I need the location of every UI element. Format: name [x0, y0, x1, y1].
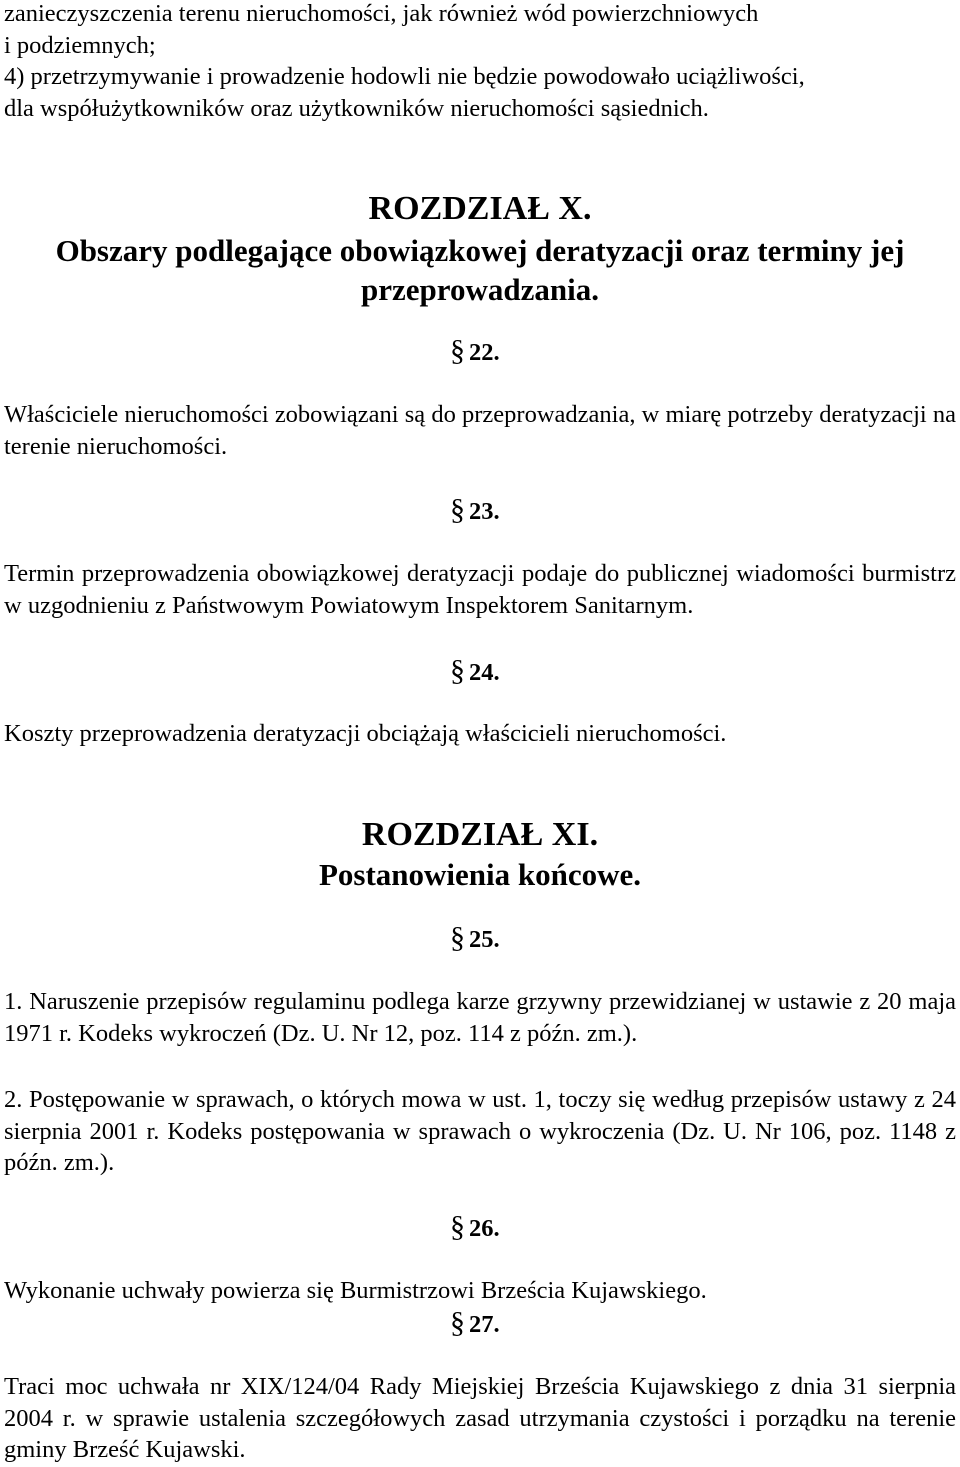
continuation-text [4, 0, 956, 124]
section-27-number: 27. [469, 1311, 500, 1338]
section-25-heading [450, 922, 500, 956]
chapter-xi-subtitle: Postanowienia końcowe. [318, 857, 642, 892]
section-27-heading [450, 1307, 500, 1341]
section-23-heading [450, 494, 500, 528]
chapter-xi-title: ROZDZIAŁ XI. [361, 816, 599, 853]
section-sign-icon: § [450, 1306, 465, 1339]
section-26-heading [450, 1211, 500, 1245]
chapter-x-subtitle-line-1: Obszary podlegające obowiązkowej deratyzacji oraz terminy jej [55, 233, 905, 268]
section-22-heading [450, 335, 500, 369]
section-23-text: Termin przeprowadzenia obowiązkowej deratyzacji podaje do publicznej wiadomości burmistrz w uzgodnieniu z Państwowym Powiatowym Inspektorem Sanitarnym. [4, 560, 956, 619]
section-24-text: Koszty przeprowadzenia deratyzacji obciążają właścicieli nieruchomości. [4, 720, 727, 747]
section-25-paragraph-1: 1. Naruszenie przepisów regulaminu podlega karze grzywny przewidzianej w ustawie z 20 maja 1971 r. Kodeks wykroczeń (Dz. U. Nr 12, poz. 114 z późn. zm.). [4, 988, 956, 1047]
continuation-line-3: 4) przetrzymywanie i prowadzenie hodowli nie będzie powodowało uciążliwości, [4, 63, 805, 90]
section-sign-icon: § [450, 921, 465, 954]
section-27-text: Traci moc uchwała nr XIX/124/04 Rady Miejskiej Brześcia Kujawskiego z dnia 31 sierpnia 2004 r. w sprawie ustalenia szczegółowych zasad utrzymania czystości i porządku na terenie gminy Brześć Kujawski. [4, 1373, 956, 1463]
section-23-number: 23. [469, 498, 500, 525]
section-22-number: 22. [469, 339, 500, 366]
section-sign-icon: § [450, 654, 465, 687]
continuation-line-4: dla współużytkowników oraz użytkowników nieruchomości sąsiednich. [4, 94, 709, 122]
section-26-text: Wykonanie uchwały powierza się Burmistrzowi Brześcia Kujawskiego. [4, 1277, 707, 1304]
section-22-text: Właściciele nieruchomości zobowiązani są do przeprowadzania, w miarę potrzeby deratyzacji na terenie nieruchomości. [4, 401, 956, 460]
section-24-number: 24. [469, 659, 500, 686]
section-sign-icon: § [450, 334, 465, 367]
section-26-number: 26. [469, 1215, 500, 1242]
chapter-x-title: ROZDZIAŁ X. [368, 190, 592, 227]
section-25-number: 25. [469, 926, 500, 953]
section-25-paragraph-2: 2. Postępowanie w sprawach, o których mowa w ust. 1, toczy się według przepisów ustawy z 24 sierpnia 2001 r. Kodeks postępowania w sprawach o wykroczenia (Dz. U. Nr 106, poz. 1148 z późn. zm.). [4, 1086, 956, 1176]
section-sign-icon: § [450, 1210, 465, 1243]
section-24-heading [450, 655, 500, 689]
section-sign-icon: § [450, 493, 465, 526]
continuation-line-2: i podziemnych; [4, 31, 156, 59]
chapter-x-subtitle-line-2: przeprowadzania. [361, 272, 599, 307]
continuation-line-1: zanieczyszczenia terenu nieruchomości, jak również wód powierzchniowych [4, 0, 759, 27]
